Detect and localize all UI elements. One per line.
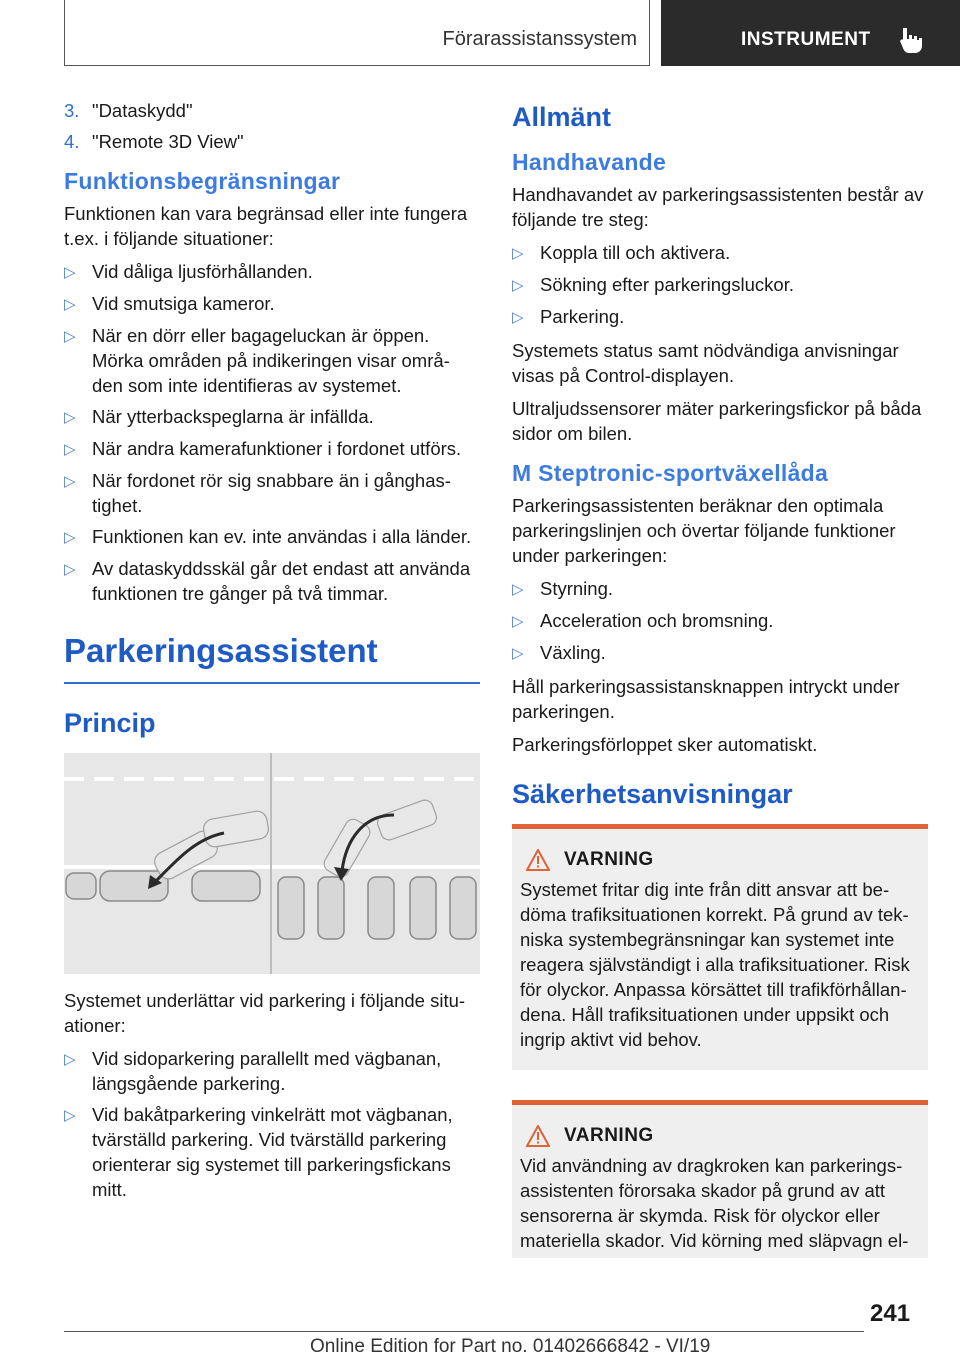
general-heading: Allmänt [512, 102, 612, 132]
warning-box-2 [512, 1100, 928, 1258]
numbered-list [64, 98, 480, 154]
header-chapter-box [661, 0, 960, 66]
triangle-bullet-icon: ▷ [512, 581, 524, 598]
list-item: ▷ När ytterbackspeglarna är infällda. [64, 404, 480, 430]
list-item: ▷ Vid dåliga ljusförhållanden. [64, 259, 480, 285]
operation-heading: Handhavande [512, 149, 667, 175]
footer-edition: Online Edition for Part no. 01402666842 - VI/19 [310, 1336, 711, 1357]
page-number: 241 [870, 1300, 911, 1327]
list-item: ▷ Vid bakåtparkering vinkelrätt mot vägbanan, tvärställd parkering. Vid tvärställd parkering orienterar sig systemet till parkeringsfickans mitt. [64, 1104, 453, 1200]
warning-title: VARNING [564, 849, 654, 870]
list-item: ▷ När andra kamerafunktioner i fordonet utförs. [64, 436, 480, 462]
list-item: ▷ Sökning efter parkeringsluckor. [512, 272, 928, 298]
safety-heading: Säkerhetsanvisningar [512, 779, 793, 809]
triangle-bullet-icon: ▷ [512, 277, 524, 294]
list-item: ▷ Acceleration och bromsning. [512, 608, 928, 634]
item-text: "Dataskydd" [92, 100, 193, 121]
list-item: ▷ När fordonet rör sig snabbare än i gånghas-tighet. [64, 470, 451, 516]
principle-heading: Princip [64, 708, 156, 738]
triangle-bullet-icon: ▷ [64, 264, 76, 281]
operation-intro: Handhavandet av parkeringsassistenten består av följande tre steg: [512, 184, 924, 230]
list-item: ▷ Koppla till och aktivera. [512, 240, 928, 266]
triangle-bullet-icon: ▷ [512, 613, 524, 630]
warning-text: Systemet fritar dig inte från ditt ansvar att be-döma trafiksituationen korrekt. På grund av tek-niska systembegränsningar kan systemet inte reagera självständigt i alla trafiksituationer. Risk för olyckor. Anpassa körsättet till trafikförhållan-dena. Håll trafiksituationen under uppsikt och ingrip aktivt vid behov. [520, 879, 910, 1050]
principle-intro: Systemet underlättar vid parkering i följande situ-ationer: [64, 990, 466, 1036]
list-item: ▷ Växling. [512, 640, 928, 666]
triangle-bullet-icon: ▷ [64, 409, 76, 426]
principle-list [64, 1046, 480, 1202]
list-item [64, 98, 480, 123]
warning-box-1 [512, 824, 928, 1070]
steptronic-auto-text: Parkeringsförloppet sker automatiskt. [512, 734, 818, 755]
right-column [512, 98, 928, 1258]
operation-sensor-text: Ultraljudssensorer mäter parkeringsfickor på båda sidor om bilen. [512, 398, 922, 444]
header-section-box [64, 0, 650, 66]
item-number: 3. [64, 100, 80, 121]
list-item: ▷ Parkering. [512, 304, 928, 330]
footer-divider [64, 1331, 864, 1332]
triangle-bullet-icon: ▷ [512, 645, 524, 662]
limits-list [64, 259, 480, 606]
item-number: 4. [64, 131, 80, 152]
operation-list [512, 240, 928, 330]
warning-title: VARNING [564, 1125, 654, 1146]
list-item: ▷ Vid smutsiga kameror. [64, 291, 480, 317]
triangle-bullet-icon: ▷ [64, 328, 76, 345]
triangle-bullet-icon: ▷ [64, 561, 76, 578]
warning-triangle-icon [526, 1125, 550, 1147]
chapter-heading: Parkeringsassistent [64, 632, 480, 684]
warning-title-row [520, 849, 920, 871]
left-column [64, 98, 480, 1210]
steptronic-hold-text: Håll parkeringsassistansknappen intryckt under parkeringen. [512, 676, 900, 722]
list-item: ▷ Funktionen kan ev. inte användas i alla länder. [64, 524, 480, 550]
limits-intro: Funktionen kan vara begränsad eller inte fungera t.ex. i följande situationer: [64, 203, 468, 249]
steptronic-heading: M Steptronic-sportväxellåda [512, 460, 829, 486]
triangle-bullet-icon: ▷ [64, 1051, 76, 1068]
item-text: "Remote 3D View" [92, 131, 244, 152]
warning-title-row [520, 1125, 920, 1147]
triangle-bullet-icon: ▷ [64, 441, 76, 458]
operation-status-text: Systemets status samt nödvändiga anvisningar visas på Control-displayen. [512, 340, 899, 386]
list-item [64, 129, 480, 154]
list-item: ▷ Vid sidoparkering parallellt med vägbanan, längsgående parkering. [64, 1048, 442, 1094]
pointing-hand-icon [897, 24, 925, 54]
header-chapter-title: INSTRUMENT [741, 29, 871, 50]
parking-illustration [64, 753, 480, 974]
limits-heading: Funktionsbegränsningar [64, 168, 341, 194]
triangle-bullet-icon: ▷ [64, 1107, 76, 1124]
list-item: ▷ Av dataskyddsskäl går det endast att använda funktionen tre gånger på två timmar. [64, 558, 471, 604]
steptronic-list [512, 576, 928, 666]
list-item: ▷ När en dörr eller bagageluckan är öppen. Mörka områden på indikeringen visar områ-den som inte identifieras av systemet. [64, 325, 450, 396]
triangle-bullet-icon: ▷ [64, 296, 76, 313]
parking-diagram [64, 753, 480, 974]
warning-text: Vid användning av dragkroken kan parkerings-assistenten förorsaka skador på grund av att sensorerna är skymda. Risk för olyckor eller materiella skador. Vid körning med släpvagn el- [520, 1155, 909, 1251]
triangle-bullet-icon: ▷ [64, 473, 76, 490]
triangle-bullet-icon: ▷ [512, 245, 524, 262]
steptronic-intro: Parkeringsassistenten beräknar den optimala parkeringslinjen och övertar följande funktioner under parkeringen: [512, 495, 896, 566]
list-item: ▷ Styrning. [512, 576, 928, 602]
warning-triangle-icon [526, 849, 550, 871]
header-section-title: Förarassistanssystem [442, 28, 637, 50]
triangle-bullet-icon: ▷ [512, 309, 524, 326]
triangle-bullet-icon: ▷ [64, 529, 76, 546]
